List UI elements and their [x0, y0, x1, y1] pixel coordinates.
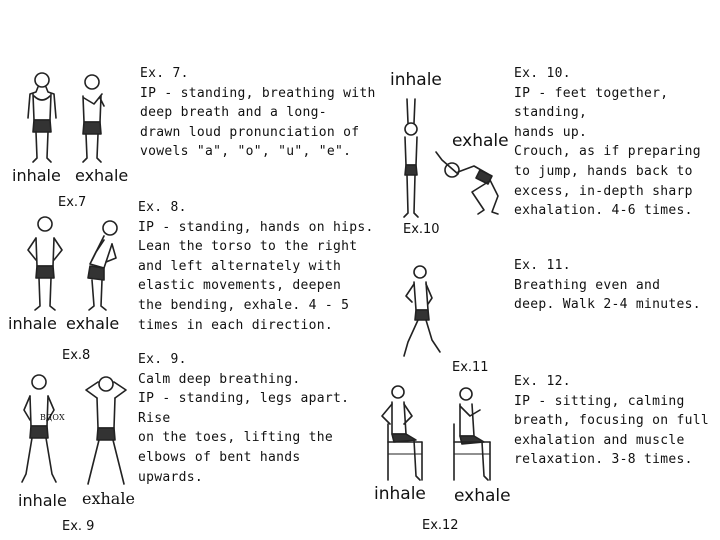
ex11-text-block — [514, 256, 714, 315]
ex10-exhale-label: exhale — [452, 131, 509, 151]
ex12-inhale-figure — [374, 380, 436, 484]
ex10-text-block — [514, 64, 714, 221]
ex12-text-block — [514, 372, 714, 470]
ex9-inhale-label: inhale — [18, 491, 67, 510]
ex10-inhale-figure — [394, 95, 428, 220]
ex9-exhale-figure — [76, 370, 136, 492]
ex10-exhale-figure — [432, 148, 512, 218]
ex10-title: Ex. 10. — [514, 66, 571, 81]
ex8-title: Ex. 8. — [138, 200, 187, 215]
ex9-text-block — [138, 350, 378, 487]
ex10-caption: Ex.10 — [403, 222, 440, 237]
ex7-title: Ex. 7. — [140, 66, 189, 81]
ex10-inhale-label: inhale — [390, 70, 442, 90]
ex8-inhale-label: inhale — [8, 314, 57, 333]
ex8-body: IP - standing, hands on hips. Lean the torso to the right and left alternately with elastic movements, deepen the bending, exhale. 4 - 5 times in each direction. — [138, 219, 374, 333]
ex9-title: Ex. 9. — [138, 352, 187, 367]
ex9-caption: Ex. 9 — [62, 519, 95, 534]
ex8-exhale-label: exhale — [66, 314, 120, 333]
ex8-inhale-figure — [22, 214, 68, 314]
ex12-inhale-label: inhale — [374, 484, 426, 504]
ex9-inhale-figure — [18, 370, 60, 490]
ex11-walking-figure — [390, 262, 450, 362]
ex12-body: IP - sitting, calming breath, focusing on full exhalation and muscle relaxation. 3-8 times. — [514, 393, 710, 468]
ex7-inhale-label: inhale — [12, 166, 61, 185]
ex8-exhale-figure — [76, 214, 126, 314]
ex12-exhale-label: exhale — [454, 486, 511, 506]
ex11-title: Ex. 11. — [514, 258, 571, 273]
ex12-caption: Ex.12 — [422, 518, 459, 533]
ex7-exhale-figure — [72, 72, 112, 165]
ex11-body: Breathing even and deep. Walk 2-4 minutes. — [514, 277, 701, 313]
ex10-body: IP - feet together, standing, hands up. Crouch, as if preparing to jump, hands back to excess, in-depth sharp exhalation. 4-6 times. — [514, 85, 701, 219]
ex9-exhale-label: exhale — [82, 489, 135, 508]
ex12-exhale-figure — [440, 380, 500, 484]
ex7-exhale-label: exhale — [75, 166, 129, 185]
ex11-caption: Ex.11 — [452, 360, 489, 375]
ex7-body: IP - standing, breathing with deep breath and a long- drawn loud pronunciation of vowels "a", "o", "u", "e". — [140, 85, 376, 160]
ex9-body: Calm deep breathing. IP - standing, legs apart. Rise on the toes, lifting the elbows of bent hands upwards. — [138, 371, 350, 485]
ex8-text-block — [138, 198, 378, 335]
ex8-caption: Ex.8 — [62, 348, 91, 363]
ex7-text-block — [140, 64, 380, 162]
ex7-caption: Ex.7 — [58, 195, 87, 210]
ex7-inhale-figure — [22, 70, 62, 165]
ex9-tag: ВДОХ — [40, 413, 65, 422]
ex12-title: Ex. 12. — [514, 374, 571, 389]
